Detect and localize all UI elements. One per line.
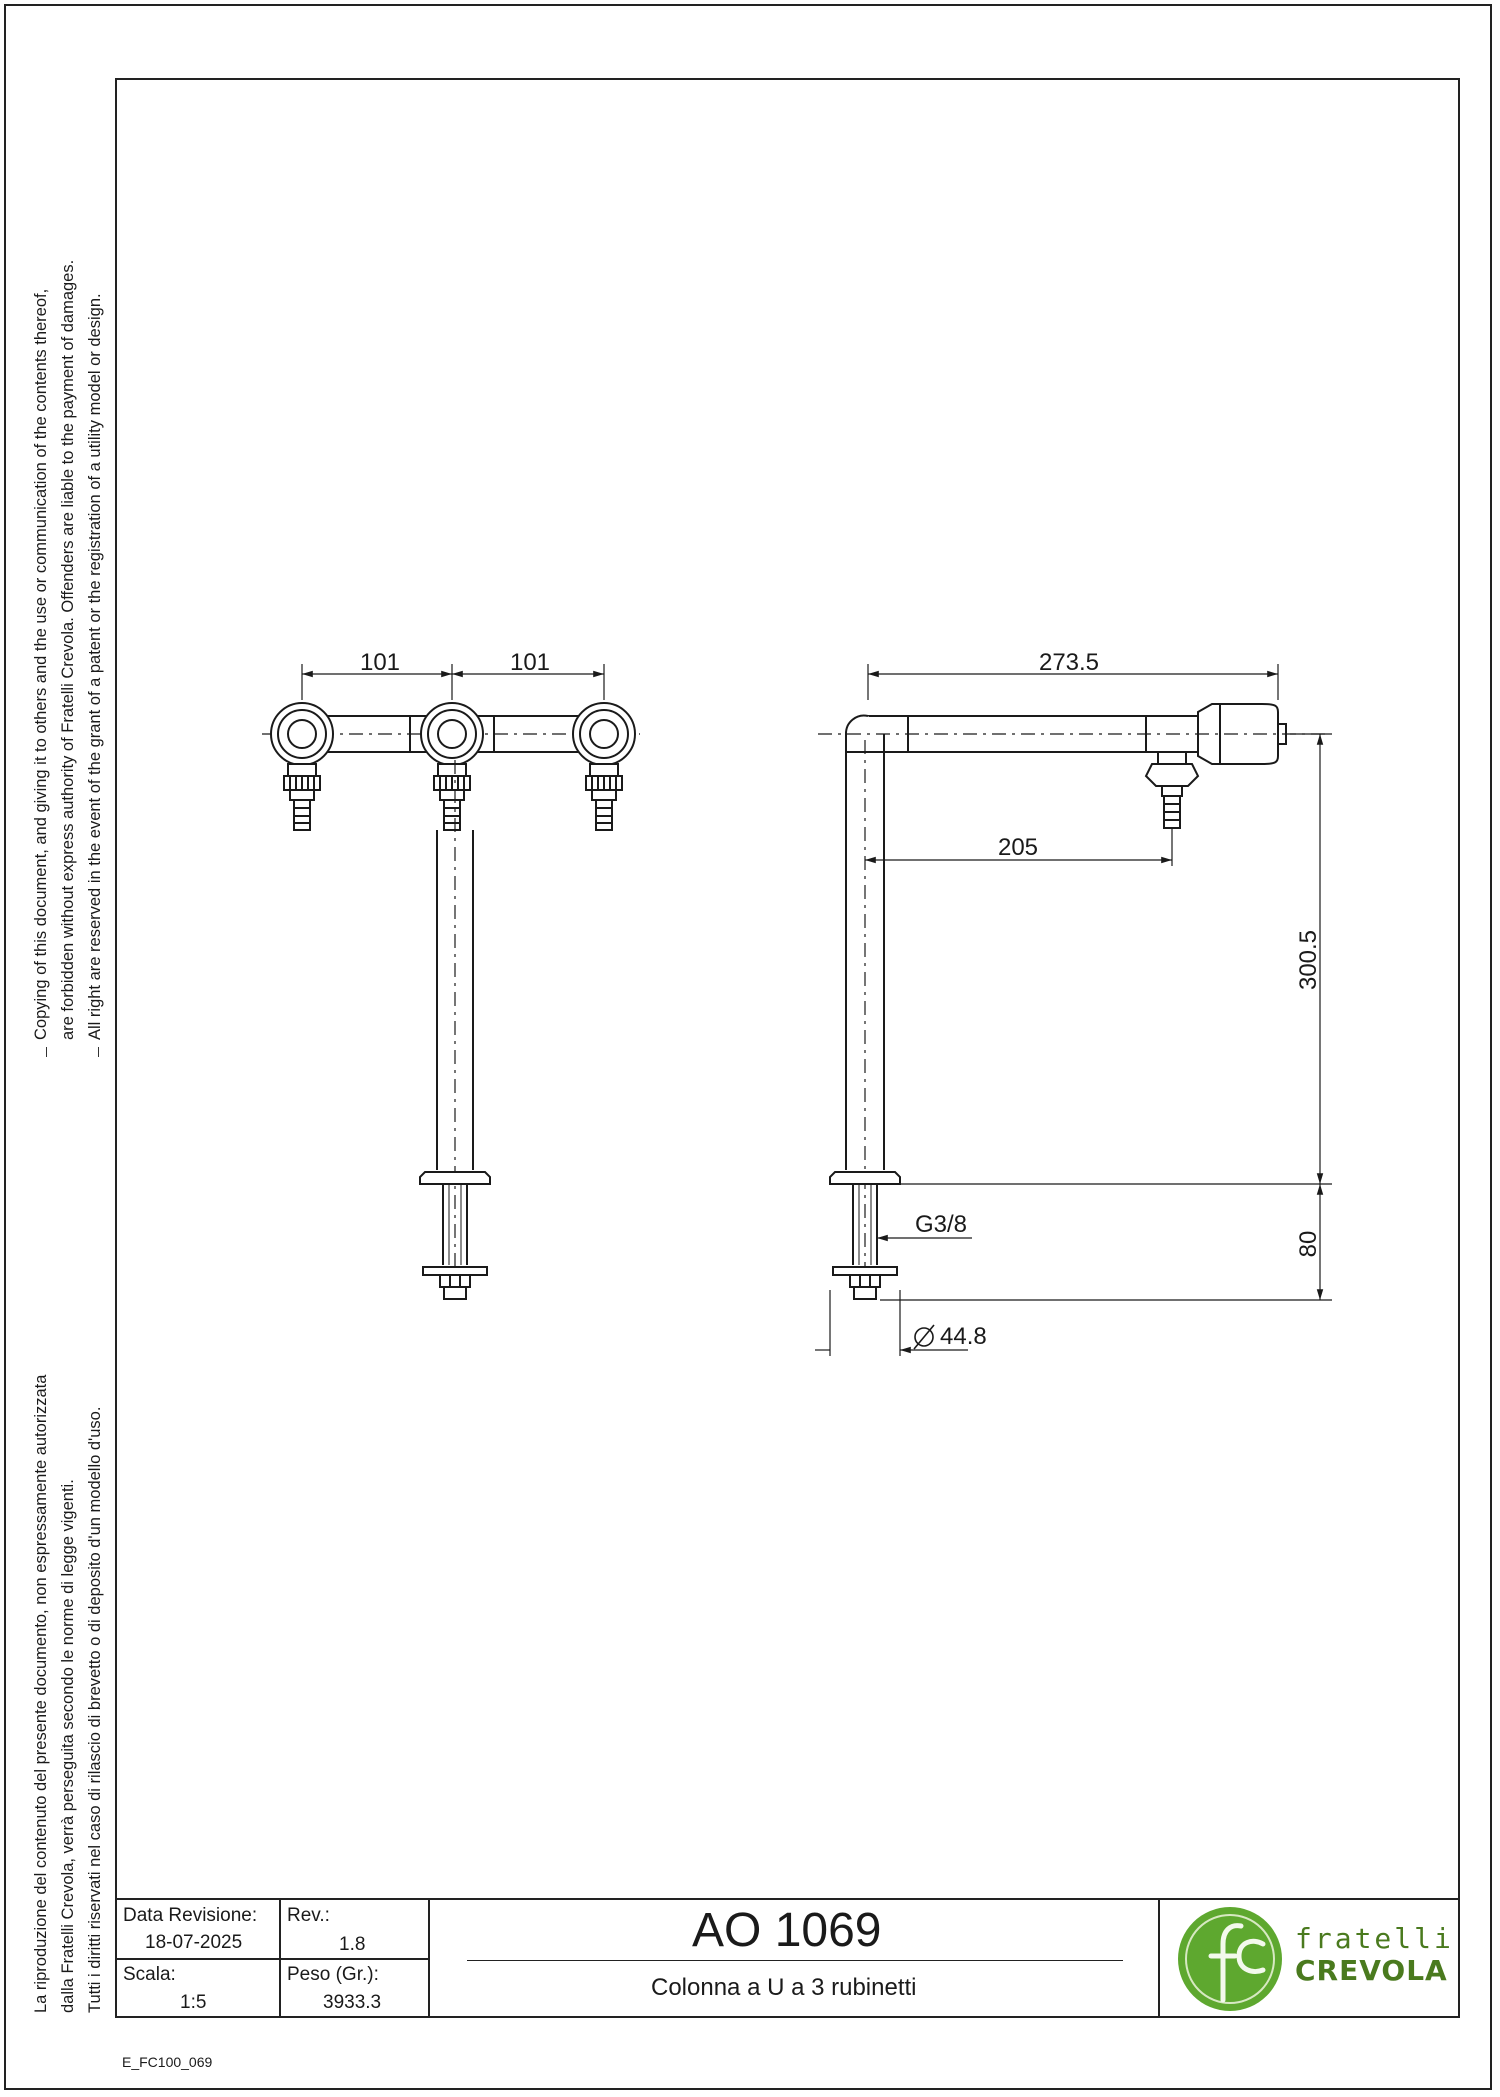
dim-thread: G3/8	[915, 1211, 968, 1238]
dim-front-right: 101	[509, 649, 551, 676]
front-view	[262, 664, 640, 1300]
notice-it-line-3: Tutti i diritti riservati nel caso di rilascio di brevetto o di deposito d'un modello d'uso.	[86, 1406, 104, 2013]
notice-en-line-1: Copying of this document, and giving it to others and the use or communication of the contents thereof,	[32, 288, 50, 1040]
valve-right	[573, 703, 635, 830]
weight-value: 3933.3	[323, 1992, 382, 2013]
title-block	[117, 1898, 1458, 2016]
valve-center	[421, 703, 483, 830]
drawing-description: Colonna a U a 3 rubinetti	[651, 1974, 917, 2001]
dim-side-reach: 205	[997, 834, 1039, 861]
logo-text-line1: fratelli	[1295, 1922, 1454, 1955]
logo-text-line2: CREVOLA	[1295, 1954, 1448, 1987]
valve-left	[271, 703, 333, 830]
dim-side-top: 273.5	[1038, 649, 1100, 676]
notice-it-line-1: La riproduzione del contenuto del presente documento, non espressamente autorizzata	[32, 1374, 50, 2013]
tb-grid	[467, 1960, 1123, 1961]
scale-label: Scala:	[123, 1964, 176, 1985]
footer-code: E_FC100_069	[122, 2054, 213, 2070]
dim-side-height: 300.5	[1295, 929, 1322, 991]
scale-value: 1:5	[180, 1992, 207, 2013]
drawing-code: AO 1069	[692, 1904, 882, 1957]
rev-value: 1.8	[339, 1934, 366, 1955]
date-label: Data Revisione:	[123, 1905, 258, 1926]
rev-label: Rev.:	[287, 1905, 330, 1926]
notice-en-line-2: are forbidden without express authority of Fratelli Crevola. Offenders are liable to the payment of damages.	[59, 259, 77, 1040]
notice-en-line-3: All right are reserved in the event of the grant of a patent or the registration of a utility model or design.	[86, 293, 104, 1040]
date-value: 18-07-2025	[145, 1932, 243, 1953]
dim-diameter: 44.8	[940, 1323, 987, 1350]
dim-front-left: 101	[359, 649, 401, 676]
notice-it-line-2: dalla Fratelli Crevola, verrà perseguita secondo le norme di legge vigenti.	[59, 1479, 77, 2013]
fratelli-crevola-logo-icon	[1175, 1904, 1295, 2014]
weight-label: Peso (Gr.):	[287, 1964, 379, 1985]
tb-grid	[117, 1958, 430, 1960]
tb-grid	[1158, 1900, 1160, 2016]
side-view	[815, 664, 1332, 1356]
dim-side-shank: 80	[1295, 1230, 1322, 1258]
